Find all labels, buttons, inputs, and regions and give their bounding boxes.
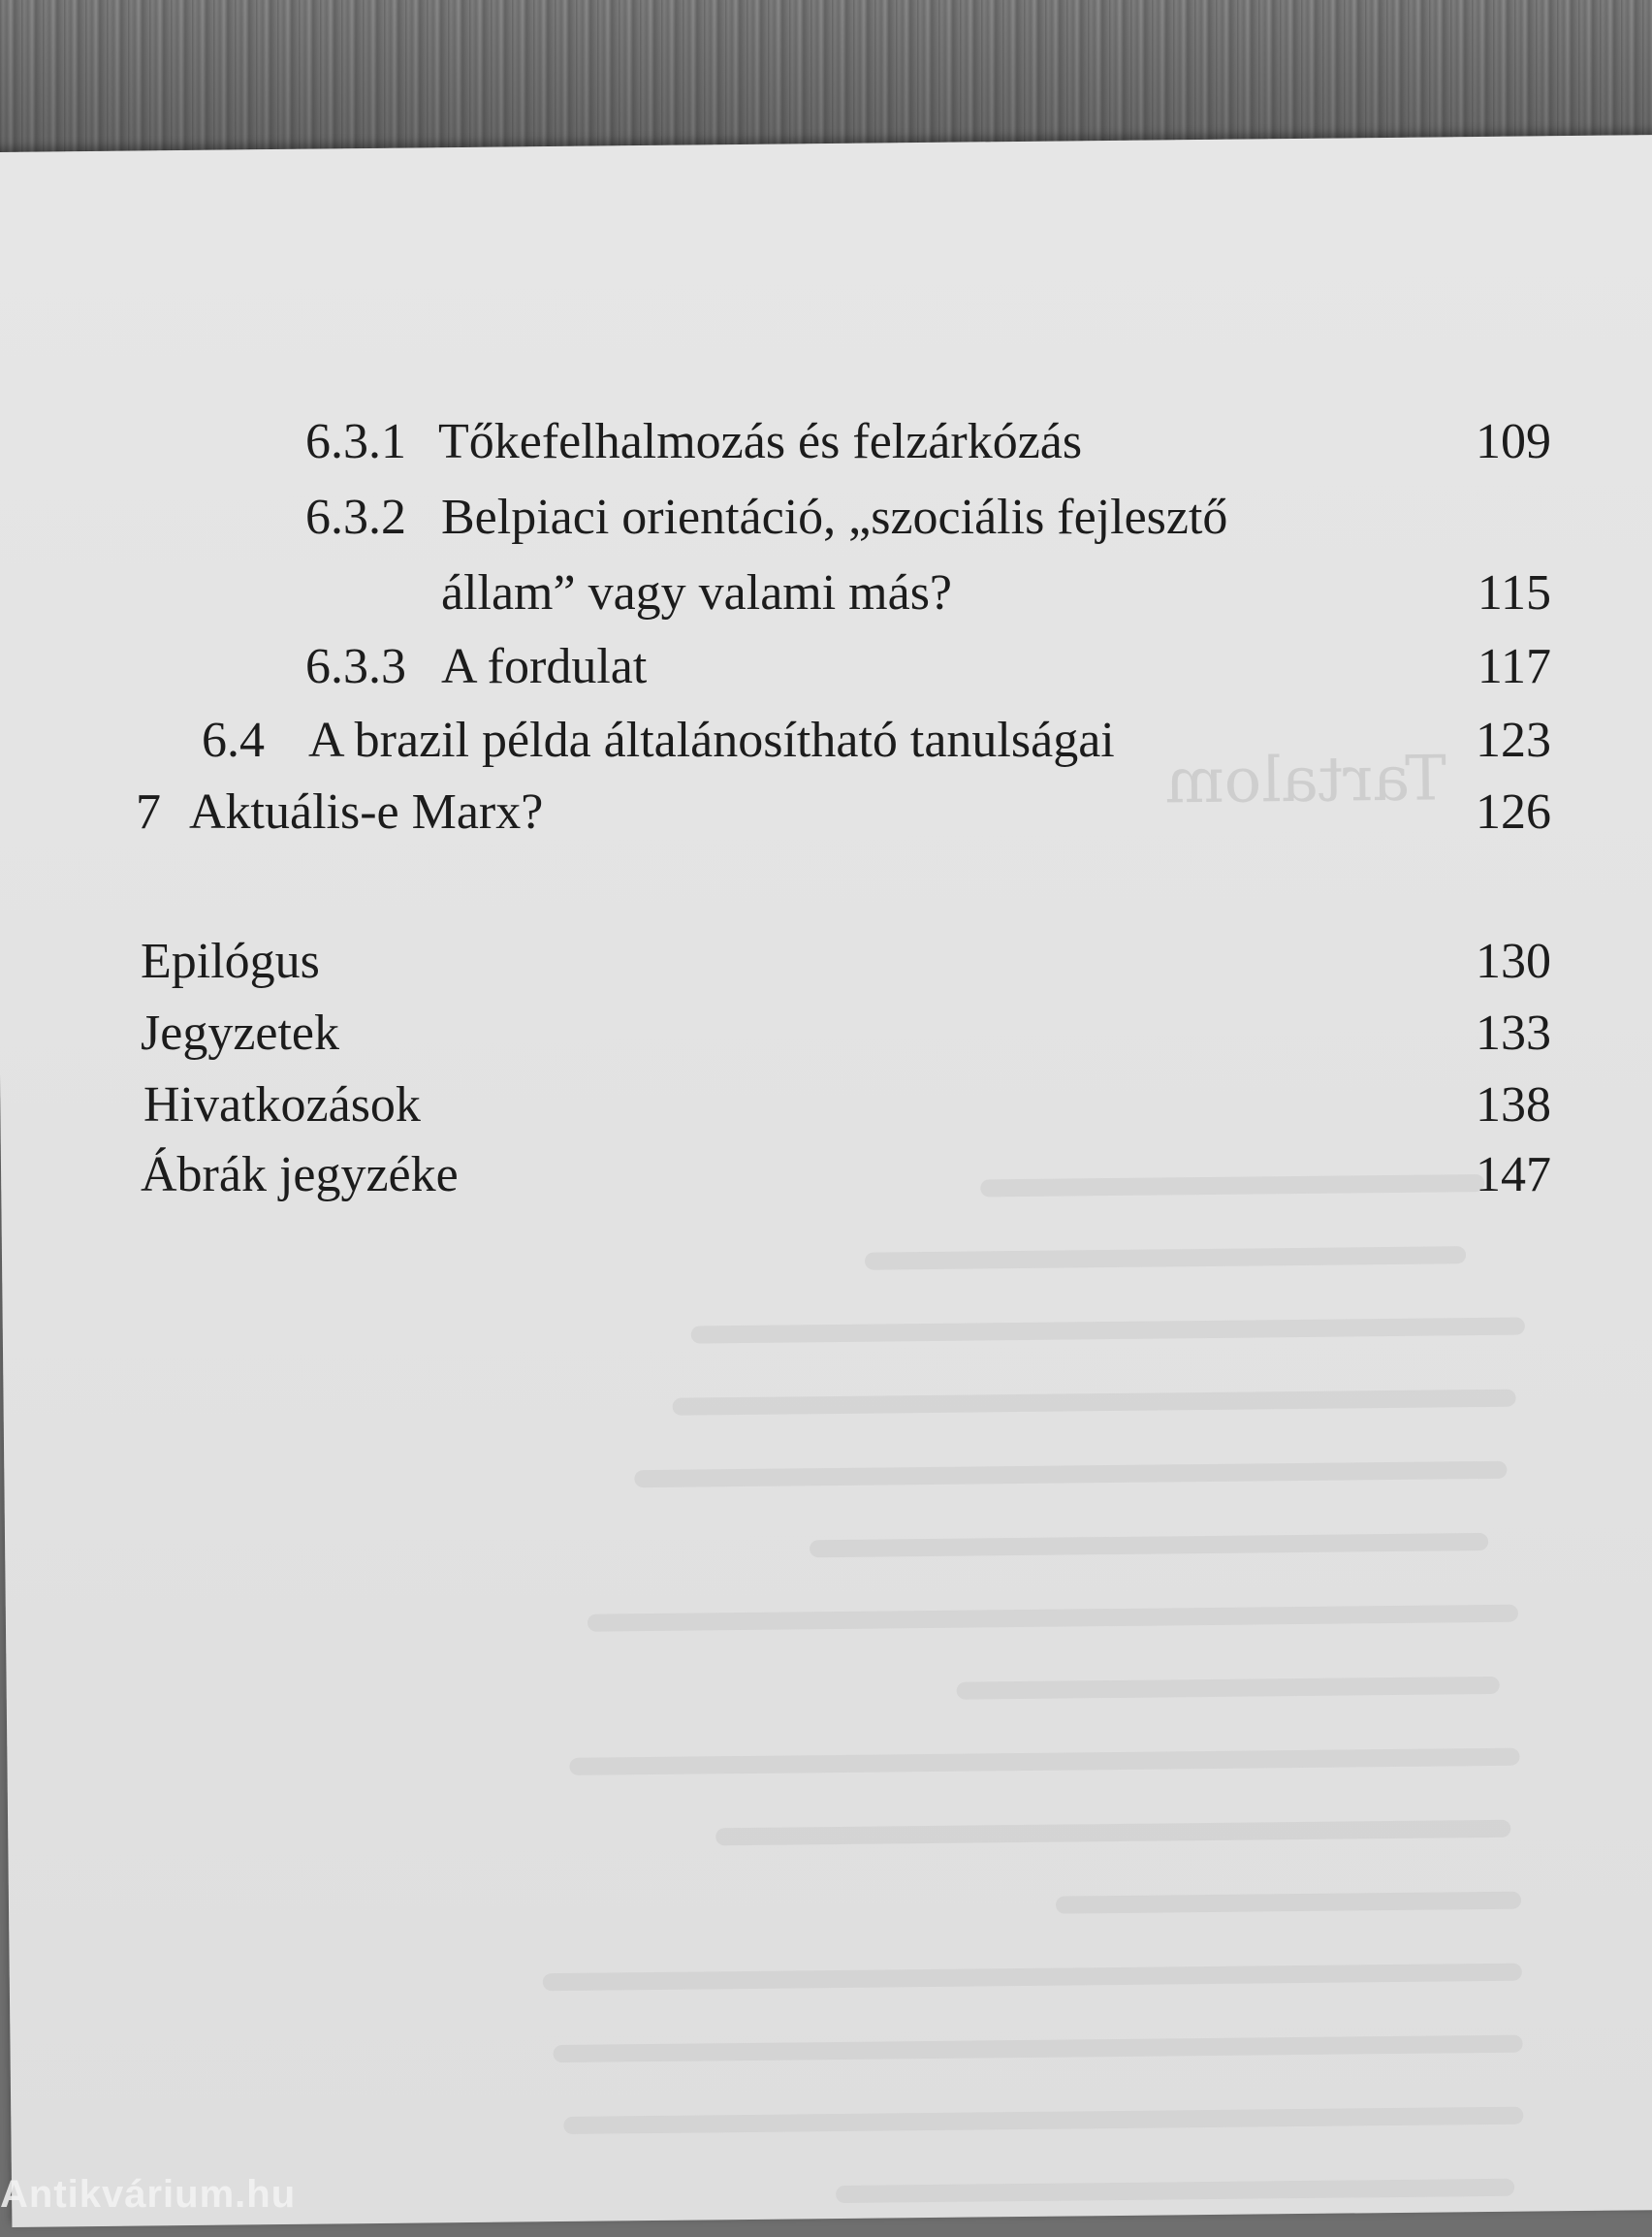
toc-entry-page: 147	[1476, 1147, 1551, 1202]
toc-entry-title: A fordulat	[441, 639, 648, 694]
toc-entry-page: 123	[1476, 713, 1551, 768]
toc-entry-page: 117	[1477, 639, 1551, 694]
toc-entry-number: 6.3.2	[305, 490, 406, 545]
toc-entry-title: A brazil példa általánosítható tanulságai	[308, 713, 1115, 768]
toc-entry-page: 115	[1477, 565, 1551, 621]
toc-entry-page: 130	[1476, 934, 1551, 989]
toc-entry-title: Aktuális-e Marx?	[189, 784, 544, 840]
toc-entry-page: 133	[1476, 1006, 1551, 1061]
show-through-heading: Tartalom	[1164, 743, 1447, 818]
toc-entry-page: 138	[1476, 1077, 1551, 1133]
toc-entry-page: 109	[1476, 414, 1551, 469]
toc-entry-number: 6.3.1	[305, 414, 406, 469]
watermark: Antikvárium.hu	[0, 2173, 297, 2216]
toc-entry-title: Ábrák jegyzéke	[141, 1147, 459, 1202]
toc-entry-title: Belpiaci orientáció, „szociális fejlesztő	[441, 490, 1228, 545]
toc-entry-number: 6.4	[202, 713, 265, 768]
toc-entry-number: 7	[136, 784, 161, 840]
toc-entry-title: Epilógus	[141, 934, 320, 989]
toc-entry-title-continued: állam” vagy valami más?	[441, 565, 953, 621]
toc-entry-title: Hivatkozások	[143, 1077, 421, 1133]
toc-entry-number: 6.3.3	[305, 639, 406, 694]
toc-entry-page: 126	[1476, 784, 1551, 840]
toc-entry-title: Tőkefelhalmozás és felzárkózás	[438, 414, 1083, 469]
toc-entry-title: Jegyzetek	[141, 1006, 340, 1061]
